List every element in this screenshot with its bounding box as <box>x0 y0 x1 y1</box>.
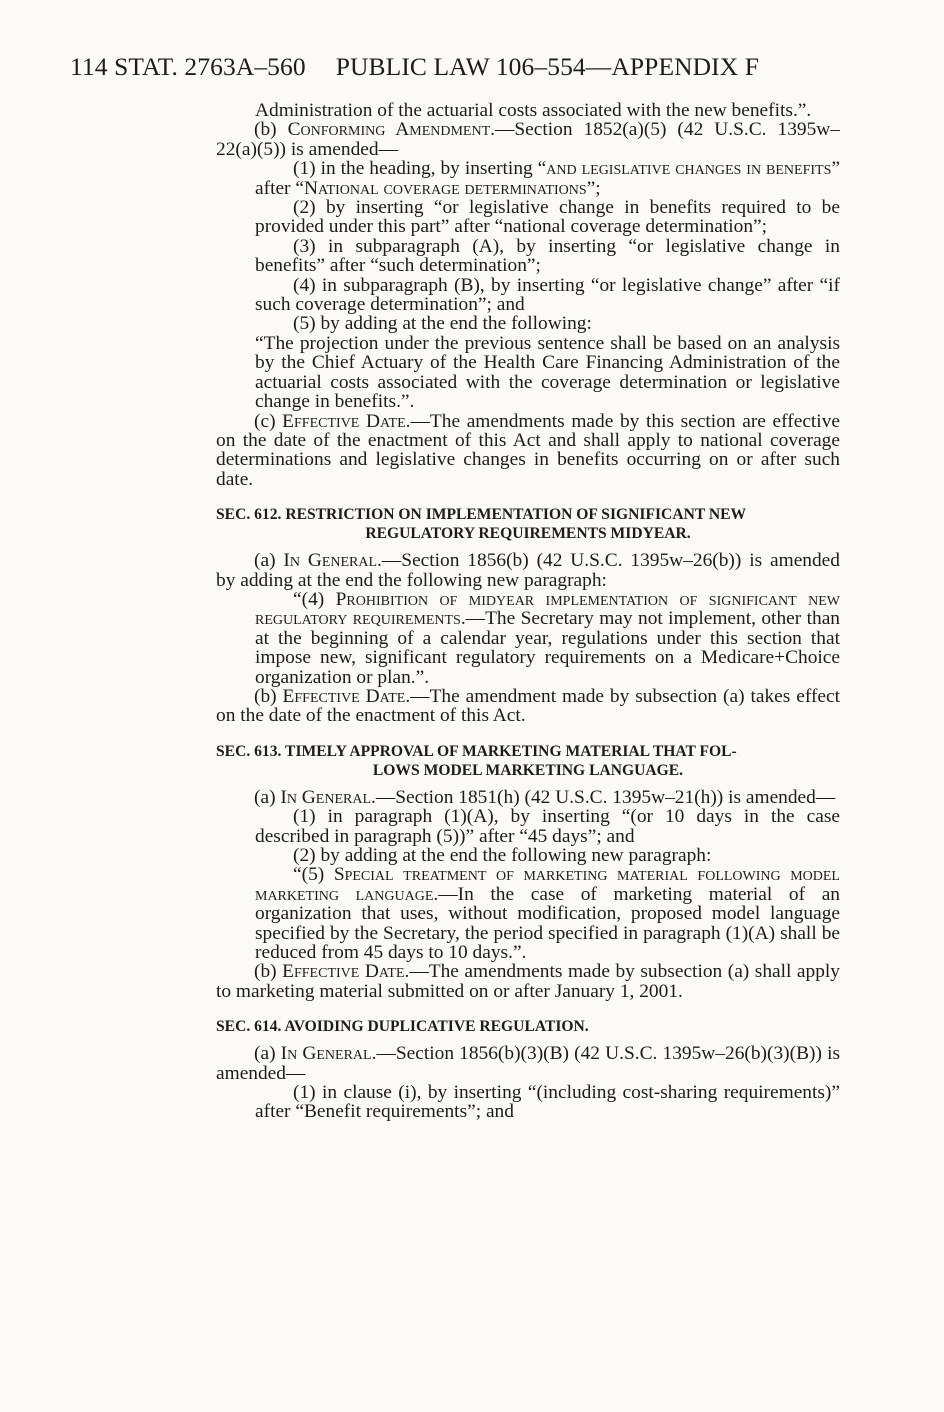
sec613-list-item-1: (1) in paragraph (1)(A), by inserting “(or 10 days in the case described in paragraph (5))” after “45 days”; and <box>255 806 840 847</box>
statute-citation: 114 STAT. 2763A–560 <box>70 52 306 81</box>
list-item-3: (3) in subparagraph (A), by inserting “or legislative change in benefits” after “such determination”; <box>255 235 840 277</box>
sec612-subsection-b: (b) Effective Date.—The amendment made by subsection (a) takes effect on the date of the enactment of this Act. <box>216 685 841 727</box>
section-heading-614: SEC. 614. AVOIDING DUPLICATIVE REGULATION. <box>216 1018 589 1036</box>
list-item-5: (5) by adding at the end the following: <box>293 313 592 335</box>
sec613-quoted-paragraph-5: “(5) Special treatment of marketing material following model marketing language.—In the case of marketing material of an organization that uses, without modification, proposed model language specified by the Secretary, the period specified in paragraph (1)(A) shall be reduced from 45 days to 10 days.”. <box>255 864 840 964</box>
list-item-2: (2) by inserting “or legislative change in benefits required to be provided under this part” after “national coverage determination”; <box>255 197 840 238</box>
section-heading-612: SEC. 612. RESTRICTION ON IMPLEMENTATION OF SIGNIFICANT NEW REGULATORY REQUIREMENTS MIDYEAR. <box>216 506 747 543</box>
list-item-4: (4) in subparagraph (B), by inserting “or legislative change” after “if such coverage determination”; and <box>255 274 840 316</box>
list-item-1-heading: (1) in the heading, by inserting “and legislative changes in benefits” after “National coverage determinations”; <box>255 158 840 199</box>
paragraph-conforming-amendment: (b) Conforming Amendment.—Section 1852(a)(5) (42 U.S.C. 1395w–22(a)(5)) is amended— <box>216 119 840 160</box>
sec613-list-item-2: (2) by adding at the end the following new paragraph: <box>293 845 712 866</box>
public-law-title: PUBLIC LAW 106–554—APPENDIX F <box>335 52 760 81</box>
sec614-list-item-1: (1) in clause (i), by inserting “(including cost-sharing requirements)” after “Benefit requirements”; and <box>255 1082 840 1123</box>
paragraph-effective-date: (c) Effective Date.—The amendments made by this section are effective on the date of the enactment of this Act and shall apply to national coverage determinations and legislative changes in benefits occurring on or after such date. <box>216 410 841 490</box>
caption-conforming-amendment: Conforming Amendment <box>287 119 491 141</box>
page-header <box>70 52 759 82</box>
section-heading-613: SEC. 613. TIMELY APPROVAL OF MARKETING MATERIAL THAT FOL- LOWS MODEL MARKETING LANGUAGE. <box>216 742 737 779</box>
sec612-quoted-paragraph-4: “(4) Prohibition of midyear implementation of significant new regulatory requirements.—The Secretary may not implement, other than at the beginning of a calendar year, regulations under this section that impose new, significant regulatory requirements on a Medicare+Choice organization or plan.”. <box>255 588 840 688</box>
sec613-subsection-a: (a) In General.—Section 1851(h) (42 U.S.C. 1395w–21(h)) is amended— <box>254 786 836 808</box>
sec614-subsection-a: (a) In General.—Section 1856(b)(3)(B) (42 U.S.C. 1395w–26(b)(3)(B)) is amended— <box>216 1043 840 1084</box>
paragraph-continuation: Administration of the actuarial costs associated with the new benefits.”. <box>255 100 812 121</box>
sec613-subsection-b: (b) Effective Date.—The amendments made by subsection (a) shall apply to marketing material submitted on or after January 1, 2001. <box>216 961 840 1002</box>
quoted-projection-text: “The projection under the previous sentence shall be based on an analysis by the Chief Actuary of the Health Care Financing Administration of the actuarial costs associated with the coverage determination or legislative change in benefits.”. <box>255 332 840 413</box>
sec612-subsection-a: (a) In General.—Section 1856(b) (42 U.S.C. 1395w–26(b)) is amended by adding at the end the following new paragraph: <box>216 550 840 591</box>
body-text-column <box>216 101 840 1122</box>
